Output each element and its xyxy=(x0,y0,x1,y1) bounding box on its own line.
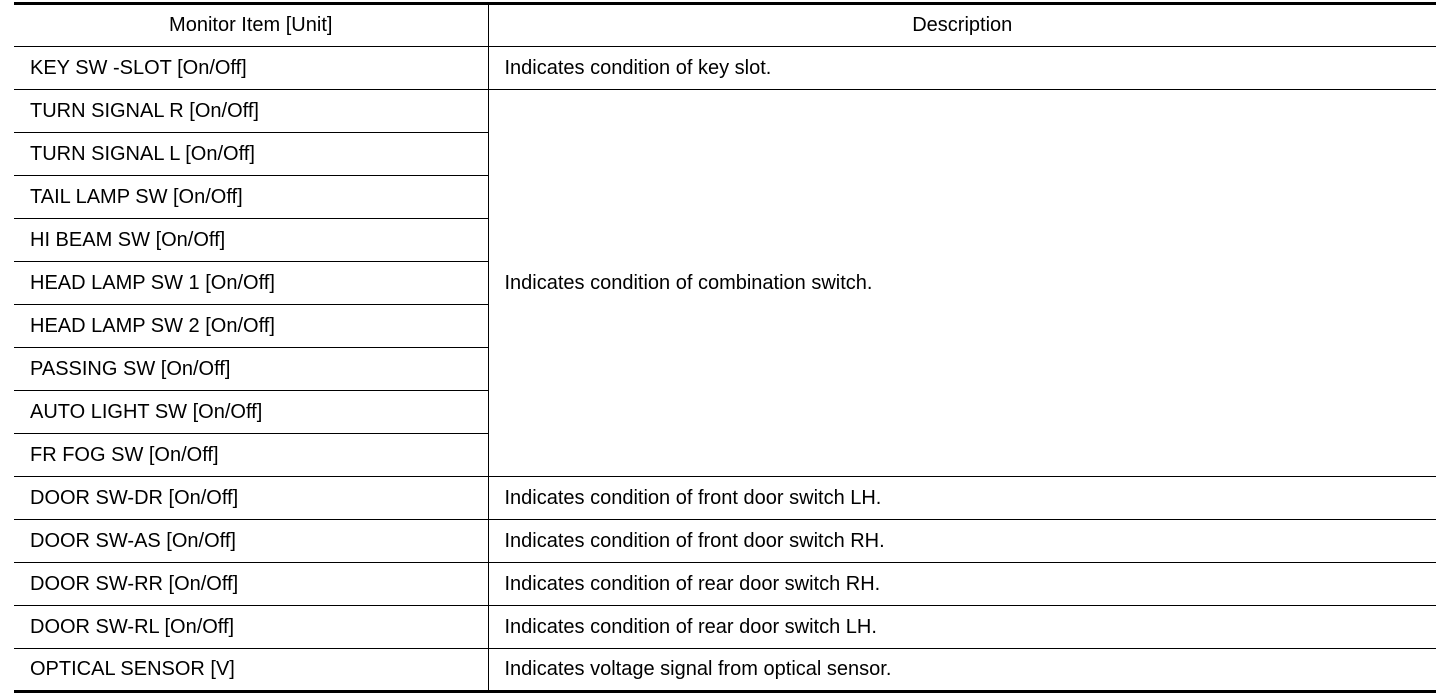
column-header-description: Description xyxy=(488,4,1436,47)
monitor-item-cell: HEAD LAMP SW 1 [On/Off] xyxy=(14,262,488,305)
monitor-item-cell: OPTICAL SENSOR [V] xyxy=(14,649,488,692)
monitor-item-cell: HI BEAM SW [On/Off] xyxy=(14,219,488,262)
monitor-item-cell: HEAD LAMP SW 2 [On/Off] xyxy=(14,305,488,348)
table-row xyxy=(14,649,1436,692)
table-row xyxy=(14,47,1436,90)
table-header-row xyxy=(14,4,1436,47)
description-cell: Indicates condition of key slot. xyxy=(488,47,1436,90)
table-row xyxy=(14,563,1436,606)
table-row xyxy=(14,90,1436,133)
monitor-item-cell: DOOR SW-AS [On/Off] xyxy=(14,520,488,563)
description-cell: Indicates condition of rear door switch RH. xyxy=(488,563,1436,606)
monitor-item-cell: PASSING SW [On/Off] xyxy=(14,348,488,391)
monitor-item-cell: AUTO LIGHT SW [On/Off] xyxy=(14,391,488,434)
description-cell-merged: Indicates condition of combination switch. xyxy=(488,90,1436,477)
description-cell: Indicates condition of front door switch LH. xyxy=(488,477,1436,520)
column-header-monitor-item: Monitor Item [Unit] xyxy=(14,4,488,47)
monitor-item-cell: DOOR SW-DR [On/Off] xyxy=(14,477,488,520)
table-row xyxy=(14,477,1436,520)
monitor-item-cell: FR FOG SW [On/Off] xyxy=(14,434,488,477)
monitor-item-cell: TURN SIGNAL L [On/Off] xyxy=(14,133,488,176)
description-cell: Indicates voltage signal from optical sensor. xyxy=(488,649,1436,692)
monitor-item-cell: TAIL LAMP SW [On/Off] xyxy=(14,176,488,219)
monitor-item-table xyxy=(14,2,1436,693)
table-row xyxy=(14,520,1436,563)
monitor-item-cell: TURN SIGNAL R [On/Off] xyxy=(14,90,488,133)
description-cell: Indicates condition of front door switch RH. xyxy=(488,520,1436,563)
monitor-item-cell: DOOR SW-RR [On/Off] xyxy=(14,563,488,606)
monitor-item-cell: KEY SW -SLOT [On/Off] xyxy=(14,47,488,90)
description-cell: Indicates condition of rear door switch LH. xyxy=(488,606,1436,649)
table-row xyxy=(14,606,1436,649)
monitor-item-cell: DOOR SW-RL [On/Off] xyxy=(14,606,488,649)
